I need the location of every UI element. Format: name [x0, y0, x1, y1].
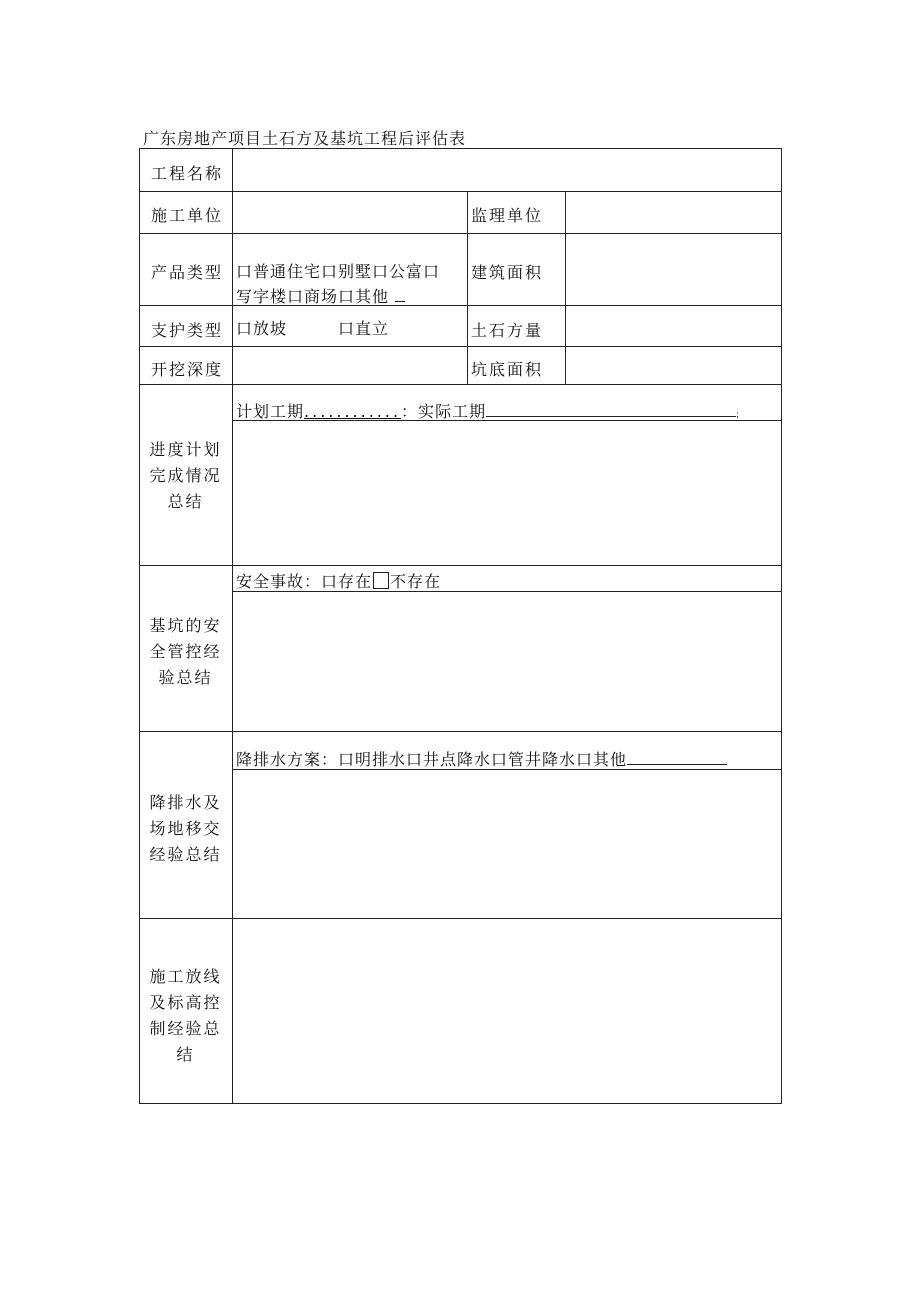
planned-period-label: 计划工期 [236, 402, 305, 421]
safety-summary-label [139, 613, 232, 691]
schedule-summary-area[interactable] [234, 422, 780, 564]
support-type-label: 支护类型 [151, 321, 224, 340]
row-divider [139, 384, 782, 385]
row-divider [139, 731, 782, 732]
earthwork-volume-label: 土石方量 [471, 321, 544, 340]
support-option-vertical[interactable]: 口直立 [338, 319, 390, 338]
column-divider [565, 191, 566, 384]
supervision-unit-field[interactable] [567, 193, 780, 232]
label-line: 制经验总 [149, 1019, 222, 1038]
supervision-unit-label: 监理单位 [471, 206, 544, 225]
project-name-field[interactable] [234, 150, 780, 190]
earthwork-volume-field[interactable] [567, 307, 780, 345]
end-mark: ; [736, 410, 741, 420]
label-line: 全管控经 [149, 642, 222, 661]
label-line: 进度计划 [149, 440, 222, 459]
setting-out-summary-area[interactable] [234, 920, 780, 1102]
schedule-summary-label [139, 437, 232, 515]
label-line: 基坑的安 [149, 616, 222, 635]
excavation-depth-field[interactable] [234, 348, 466, 383]
pit-bottom-area-field[interactable] [567, 348, 780, 383]
label-line: 结 [176, 1045, 195, 1064]
dewatering-plan-text: 降排水方案：口明排水口井点降水口管井降水口其他 [236, 750, 628, 769]
safety-exists-option: 安全事故：口存在 [236, 572, 373, 591]
label-line: 施工放线 [149, 967, 222, 986]
setting-out-summary-label [139, 964, 232, 1068]
safety-not-exist-option: 不存在 [390, 572, 442, 591]
colon: ： [401, 402, 419, 421]
dewatering-summary-area[interactable] [234, 771, 780, 917]
actual-period-label: 实际工期 [418, 402, 487, 421]
dewatering-summary-label [139, 790, 232, 868]
safety-summary-area[interactable] [234, 593, 780, 730]
safety-accident-options[interactable] [236, 569, 441, 592]
row-divider [139, 233, 782, 234]
not-exist-checkbox[interactable] [373, 572, 389, 589]
building-area-field[interactable] [567, 235, 780, 304]
column-divider [467, 191, 468, 384]
label-line: 总结 [167, 492, 204, 511]
product-type-label: 产品类型 [151, 263, 224, 282]
other-blank[interactable] [395, 287, 405, 302]
row-divider [139, 346, 782, 347]
label-line: 降排水及 [149, 793, 222, 812]
actual-period-blank[interactable] [486, 402, 736, 417]
planned-period-blank[interactable]: ............ [304, 402, 402, 421]
label-line: 完成情况 [149, 466, 222, 485]
schedule-periods [236, 399, 740, 422]
project-name-label: 工程名称 [151, 164, 224, 183]
row-divider [139, 918, 782, 919]
excavation-depth-label: 开挖深度 [151, 360, 224, 379]
construction-unit-label: 施工单位 [151, 206, 224, 225]
row-divider [139, 191, 782, 192]
dewatering-plan-options[interactable] [236, 747, 727, 770]
label-line: 及标高控 [149, 993, 222, 1012]
form-title: 广东房地产项目土石方及基坑工程后评估表 [143, 129, 467, 148]
product-type-options-line2: 写字楼口商场口其他 [236, 287, 390, 306]
product-type-options[interactable] [236, 284, 405, 307]
label-line: 验总结 [158, 668, 213, 687]
label-line: 场地移交 [149, 819, 222, 838]
building-area-label: 建筑面积 [471, 263, 544, 282]
product-type-options[interactable]: 口普通住宅口别墅口公富口 [236, 262, 441, 281]
pit-bottom-area-label: 坑底面积 [471, 360, 544, 379]
row-divider [139, 565, 782, 566]
column-divider [232, 148, 233, 1104]
label-line: 经验总结 [149, 845, 222, 864]
construction-unit-field[interactable] [234, 193, 466, 232]
support-option-slope[interactable]: 口放坡 [236, 319, 288, 338]
dewatering-other-blank[interactable] [627, 750, 727, 765]
